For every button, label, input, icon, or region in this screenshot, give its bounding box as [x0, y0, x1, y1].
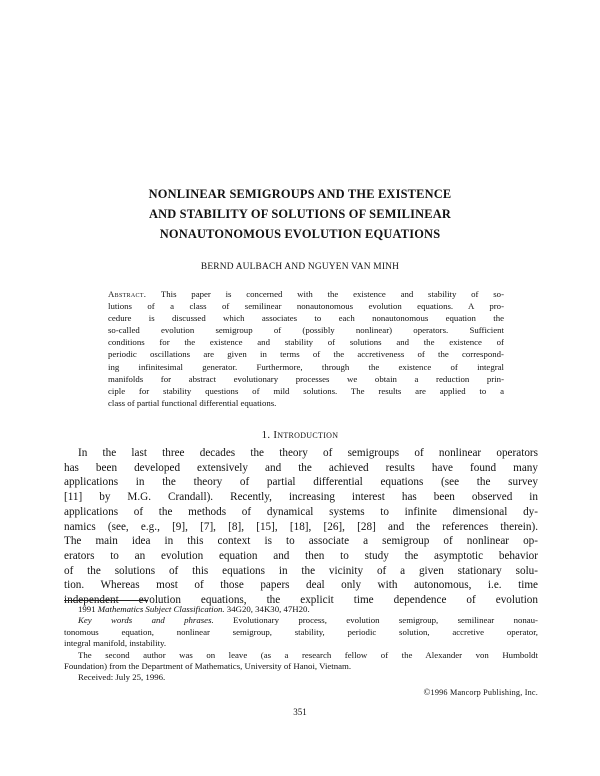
body-line: [11] by M.G. Crandall). Recently, increasing interest has been observed in [64, 491, 538, 504]
title-line-2: AND STABILITY OF SOLUTIONS OF SEMILINEAR [148, 207, 452, 221]
footnote-received: Received: July 25, 1996. [78, 672, 166, 683]
footnote-rule [64, 600, 148, 601]
abstract-line: lutions of a class of semilinear nonautonomous evolution equations. A pro- [108, 301, 504, 312]
body-line: independent evolution equations, the explicit time dependence of evolution [64, 594, 538, 607]
copyright-notice [424, 687, 539, 697]
footnote-leave-cont: Foundation) from the Department of Mathematics, University of Hanoi, Vietnam. [64, 661, 352, 672]
copyright-icon: © [423, 687, 431, 697]
authors: BERND AULBACH AND NGUYEN VAN MINH [200, 262, 400, 272]
abstract-line: conditions for the existence and stability of solutions and the existence of [108, 337, 504, 348]
section-heading [60, 429, 540, 441]
abstract-line: class of partial functional differential equations. [108, 397, 277, 408]
abstract-line: Abstract. This paper is concerned with the existence and stability of so- [108, 289, 505, 299]
body-line: applications of the methods of dynamical systems to infinite dimensional dy- [64, 505, 538, 518]
abstract [108, 288, 504, 409]
abstract-line: ciple for stability questions of mild solutions. The results are applied to a [108, 385, 504, 396]
abstract-line: periodic oscillations are given in terms of the accretiveness of the correspond- [108, 349, 504, 360]
paper-title [60, 184, 540, 244]
abstract-line: so-called evolution semigroup of (possibly nonlinear) operators. Sufficient [108, 325, 504, 336]
footnotes [64, 604, 538, 684]
abstract-line: cedure is discussed which associates to each nonautonomous equation the [108, 313, 504, 324]
section-title: Introduction [273, 429, 339, 441]
footnote-keywords-cont: tonomous equation, nonlinear semigroup, stability, periodic solution, accretive operator, [64, 626, 538, 637]
page-number: 351 [293, 707, 307, 717]
abstract-line: manifolds for abstract evolutionary processes we obtain a reduction prin- [108, 373, 504, 384]
body-line: has been developed extensively and the achieved results have found many [64, 461, 538, 474]
introduction-text [64, 446, 538, 608]
footnote-keywords-end: integral manifold, instability. [64, 638, 167, 649]
footnote-msc: 1991 Mathematics Subject Classification. 34G20, 34K30, 47H20. [78, 604, 310, 614]
footnote-leave: The second author was on leave (as a research fellow of the Alexander von Humboldt [78, 649, 538, 660]
body-line: erators to an evolution equation and then to study the asymptotic behavior [64, 549, 538, 562]
abstract-heading: Abstract. [108, 289, 147, 299]
copyright-text: 1996 Mancorp Publishing, Inc. [430, 688, 538, 697]
footnote-keywords: Key words and phrases. Evolutionary process, evolution semigroup, semilinear nonau- [78, 615, 538, 626]
title-line-3: NONAUTONOMOUS EVOLUTION EQUATIONS [159, 227, 441, 241]
body-line: In the last three decades the theory of semigroups of nonlinear operators [78, 447, 538, 459]
body-line: tion. Whereas most of those papers deal only with autonomous, i.e. time [64, 579, 538, 592]
title-line-1: NONLINEAR SEMIGROUPS AND THE EXISTENCE [148, 187, 452, 201]
body-line: of the solutions of this equations in the vicinity of a given stationary solu- [64, 564, 538, 577]
body-line: namics (see, e.g., [9], [7], [8], [15], [18], [26], [28] and the references therein). [64, 520, 538, 533]
body-line: The main idea in this context is to associate a semigroup of nonlinear op- [64, 535, 538, 548]
body-line: applications in the theory of partial differential equations (see the survey [64, 476, 538, 489]
abstract-line: ing infinitesimal generator. Furthermore, through the existence of integral [108, 361, 504, 372]
section-number: 1. [261, 429, 271, 441]
